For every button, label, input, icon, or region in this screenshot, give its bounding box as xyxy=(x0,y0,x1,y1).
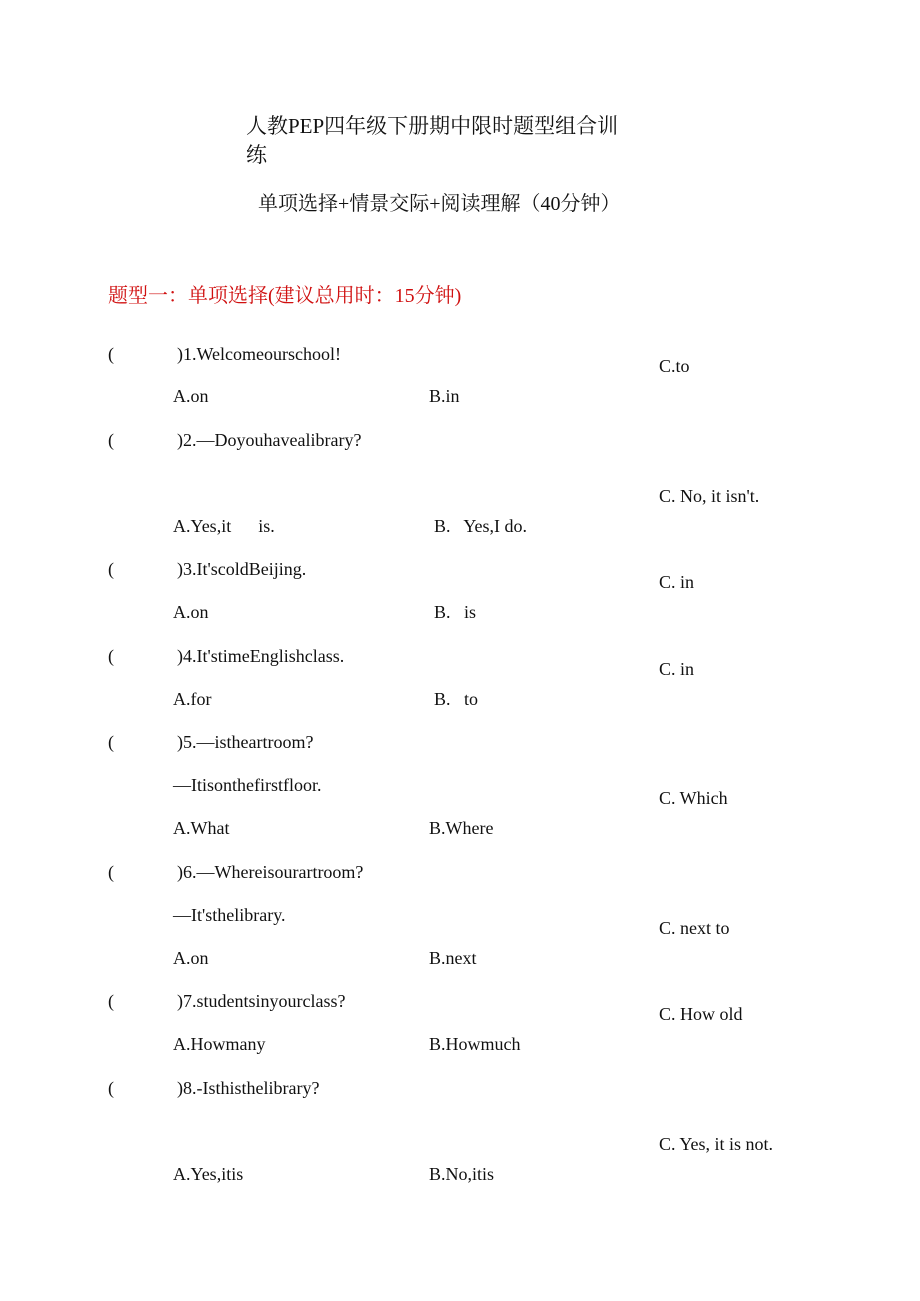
option-b: B. is xyxy=(434,602,477,622)
option-c: C. No, it isn't. xyxy=(659,486,760,506)
document-subtitle: 单项选择+情景交际+阅读理解（40分钟） xyxy=(258,193,621,215)
option-a: A.Howmany xyxy=(173,1034,266,1054)
answer-blank-paren: ( xyxy=(108,732,114,752)
option-b: B. to xyxy=(434,689,479,709)
option-b: B.No,itis xyxy=(429,1164,495,1184)
option-c: C. in xyxy=(659,659,695,679)
question-stem: )2.—Doyouhavealibrary? xyxy=(177,430,362,450)
option-c: C. in xyxy=(659,572,695,592)
option-a: A.Yes,it is. xyxy=(173,516,275,536)
option-b: B. Yes,I do. xyxy=(434,516,528,536)
option-a: A.Yes,itis xyxy=(173,1164,244,1184)
answer-blank-paren: ( xyxy=(108,862,114,882)
option-c: C. How old xyxy=(659,1004,743,1024)
option-c: C.to xyxy=(659,356,690,376)
answer-blank-paren: ( xyxy=(108,559,114,579)
question-stem: )8.-Isthisthelibrary? xyxy=(177,1078,320,1098)
answer-blank-paren: ( xyxy=(108,344,114,364)
question-stem: )7.studentsinyourclass? xyxy=(177,991,346,1011)
document-title-continued: 练 xyxy=(246,143,267,167)
answer-blank-paren: ( xyxy=(108,991,114,1011)
answer-blank-paren: ( xyxy=(108,1078,114,1098)
option-c: C. next to xyxy=(659,918,730,938)
option-a: A.on xyxy=(173,948,209,968)
answer-blank-paren: ( xyxy=(108,646,114,666)
question-stem: )4.It'stimeEnglishclass. xyxy=(177,646,345,666)
option-b: B.Howmuch xyxy=(429,1034,521,1054)
option-b: B.in xyxy=(429,386,460,406)
option-a: A.on xyxy=(173,386,209,406)
option-a: A.for xyxy=(173,689,212,709)
question-stem: )3.It'scoldBeijing. xyxy=(177,559,307,579)
question-reply: —Itisonthefirstfloor. xyxy=(173,775,322,795)
question-stem: )6.—Whereisourartroom? xyxy=(177,862,364,882)
question-reply: —It'sthelibrary. xyxy=(173,905,286,925)
option-c: C. Yes, it is not. xyxy=(659,1134,774,1154)
question-stem: )5.—istheartroom? xyxy=(177,732,314,752)
option-a: A.What xyxy=(173,818,230,838)
option-c: C. Which xyxy=(659,788,728,808)
question-stem: )1.Welcomeourschool! xyxy=(177,344,341,364)
option-b: B.next xyxy=(429,948,477,968)
section-heading: 题型一：单项选择(建议总用时：15分钟) xyxy=(108,285,462,307)
document-title: 人教PEP四年级下册期中限时题型组合训 xyxy=(246,114,619,138)
answer-blank-paren: ( xyxy=(108,430,114,450)
option-a: A.on xyxy=(173,602,209,622)
option-b: B.Where xyxy=(429,818,494,838)
